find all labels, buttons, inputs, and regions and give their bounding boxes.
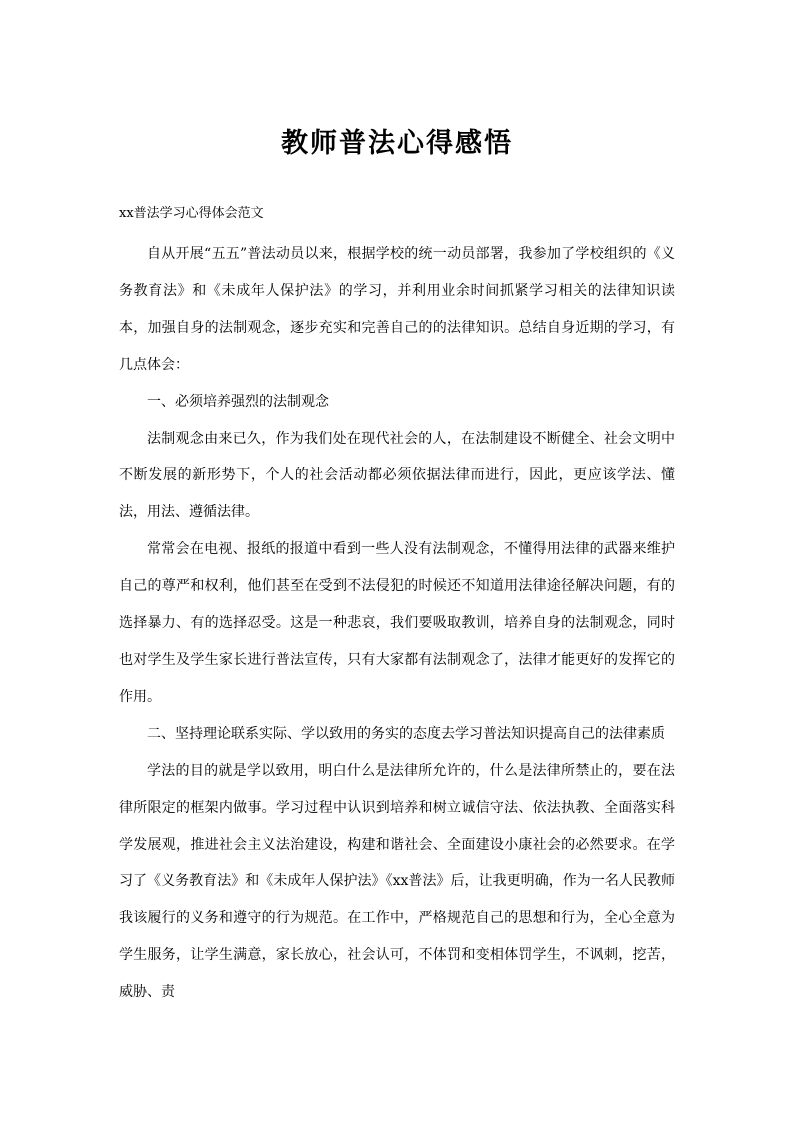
section-heading-1: 一、必须培养强烈的法制观念 <box>147 393 329 410</box>
document-title: 教师普法心得感悟 <box>281 128 513 159</box>
document-body <box>119 236 675 1011</box>
document-subtitle: xx普法学习心得体会范文 <box>119 206 264 221</box>
section-heading-2: 二、坚持理论联系实际、学以致用的务实的态度去学习普法知识提高自己的法律素质 <box>147 725 665 742</box>
paragraph-apply-learning: 学法的目的就是学以致用，明白什么是法律所允许的，什么是法律所禁止的，要在法律所限定的框架内做事。学习过程中认识到培养和树立诚信守法、依法执教、全面落实科学发展观，推进社会主义法治建设，构建和谐社会、全面建设小康社会的必然要求。在学习了《义务教育法》和《未成年人保护法》《xx普法》后，让我更明确，作为一名人民教师我该履行的义务和遵守的行为规范。在工作中，严格规范自己的思想和行为，全心全意为学生服务，让学生满意，家长放心，社会认可，不体罚和变相体罚学生，不讽刺，挖苦，威胁、责 <box>119 762 675 1001</box>
paragraph-news-reports: 常常会在电视、报纸的报道中看到一些人没有法制观念，不懂得用法律的武器来维护自己的尊严和权利，他们甚至在受到不法侵犯的时候还不知道用法律途径解决问题，有的选择暴力、有的选择忍受。这是一种悲哀，我们要吸取教训，培养自身的法制观念，同时也对学生及学生家长进行普法宣传，只有大家都有法制观念了，法律才能更好的发挥它的作用。 <box>119 541 675 705</box>
paragraph-intro: 自从开展“五五”普法动员以来，根据学校的统一动员部署，我参加了学校组织的《义务教育法》和《未成年人保护法》的学习，并利用业余时间抓紧学习相关的法律知识读本，加强自身的法制观念，逐步充实和完善自己的的法律知识。总结自身近期的学习，有几点体会： <box>119 246 675 373</box>
paragraph-legal-awareness: 法制观念由来已久，作为我们处在现代社会的人，在法制建设不断健全、社会文明中不断发展的新形势下，个人的社会活动都必须依据法律而进行，因此，更应该学法、懂法，用法、遵循法律。 <box>119 430 675 521</box>
